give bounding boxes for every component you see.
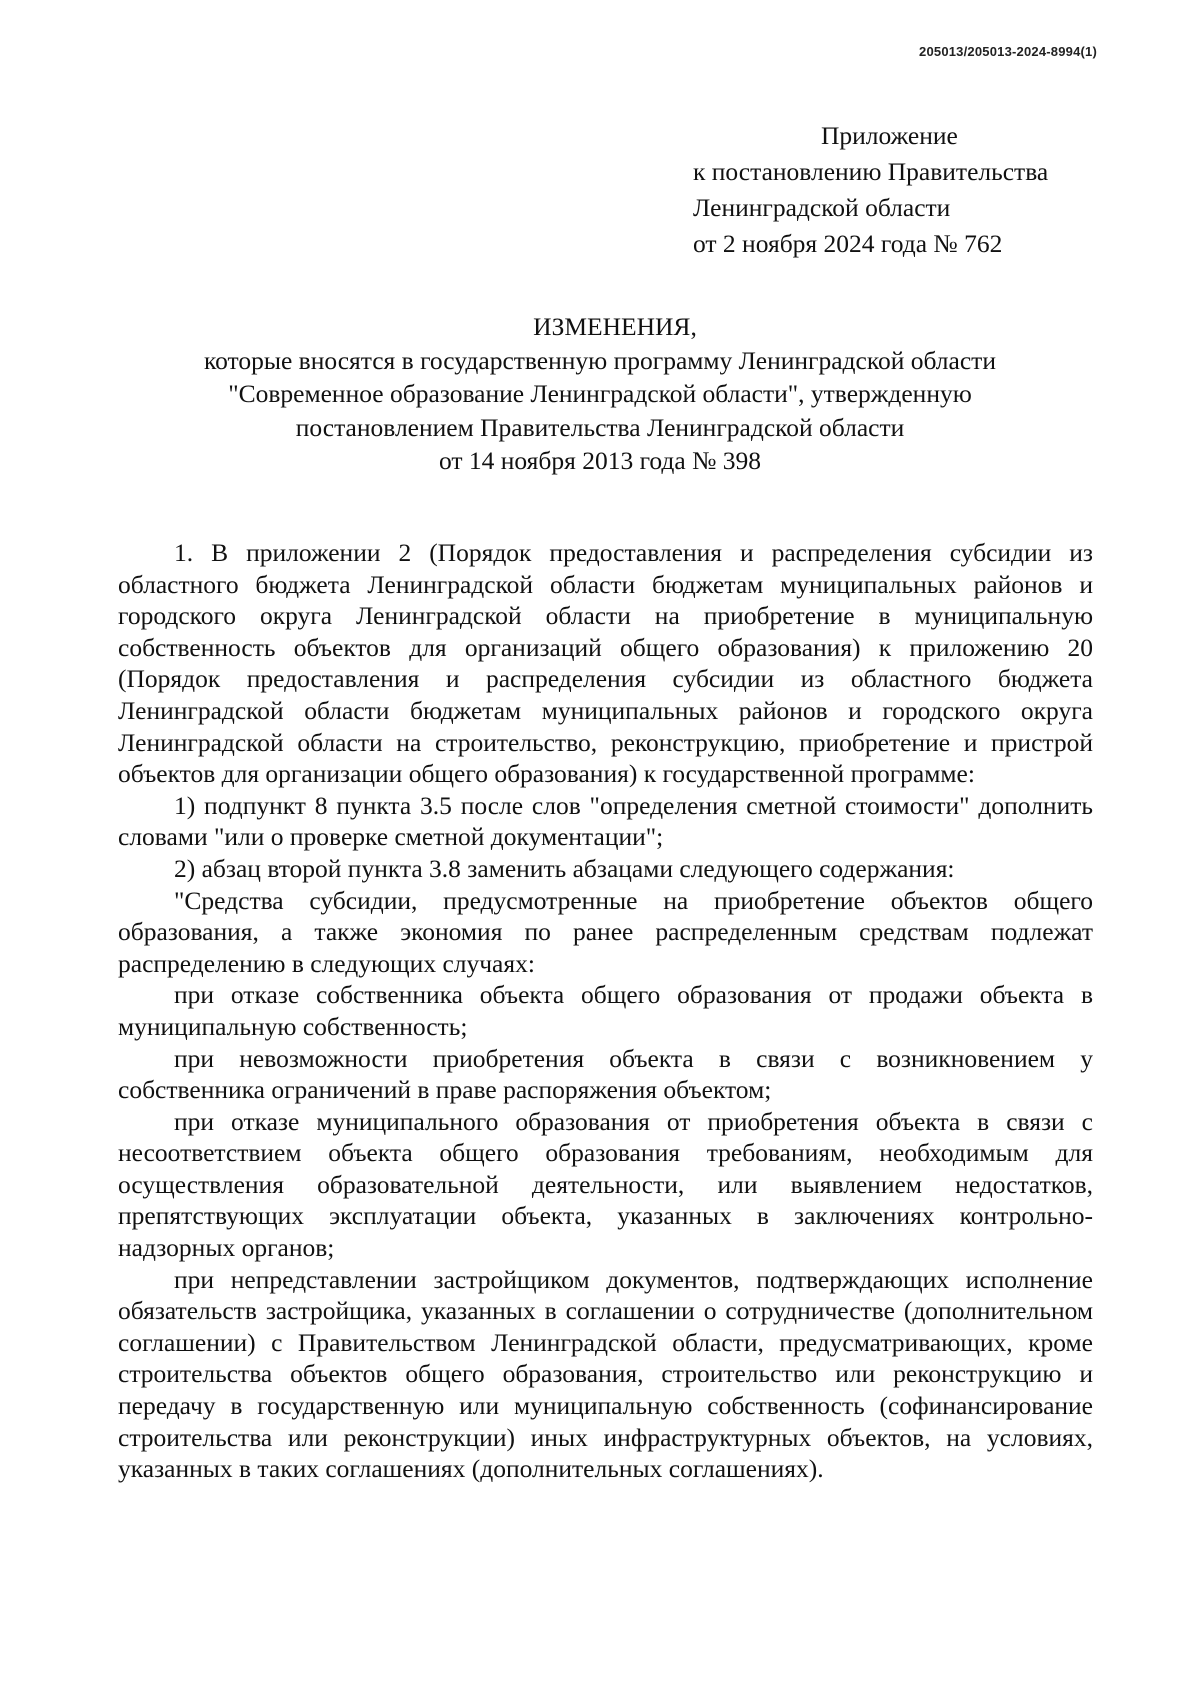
paragraph-quote-start: "Средства субсидии, предусмотренные на приобретение объектов общего образования, а также экономия по ранее распределенным средствам подлежат распределению в следующих случаях: [118,885,1093,978]
title-heading: ИЗМЕНЕНИЯ, [533,312,697,341]
appendix-label: Приложение [821,121,958,150]
paragraph-item-1: 1. В приложении 2 (Порядок предоставления и распределения субсидии из областного бюджета Ленинградской области бюджетам муниципальных районов и городского округа Ленинградской области на приобретение в муниципальную собственность объектов для организаций общего образования) к приложению 20 (Порядок предоставления и распределения субсидии из областного бюджета Ленинградской области бюджетам муниципальных районов и городского округа Ленинградской области на строительство, реконструкцию, приобретение и пристрой объектов для организации общего образования) к государственной программе: [118,538,1093,789]
title-line-4: от 14 ноября 2013 года № 398 [438,446,762,475]
paragraph-case-3: при отказе муниципального образования от приобретения объекта в связи с несоответствием объекта общего образования требованиям, необходимым для осуществления образовательной деятельности, или выявлением недостатков, препятствующих эксплуатации объекта, указанных в заключениях контрольно-надзорных органов; [118,1106,1093,1263]
appendix-date-line: от 2 ноября 2024 года № 762 [693,229,1003,258]
appendix-region-line: Ленинградской области [693,193,951,222]
paragraph-subitem-1: 1) подпункт 8 пункта 3.5 после слов "определения сметной стоимости" дополнить словами "или о проверке сметной документации"; [118,790,1093,852]
paragraph-case-2: при невозможности приобретения объекта в связи с возникновением у собственника ограничений в праве распоряжения объектом; [118,1043,1093,1105]
document-id: 205013/205013-2024-8994(1) [919,44,1097,59]
appendix-resolution-line: к постановлению Правительства [693,157,1049,186]
paragraph-subitem-2: 2) абзац второй пункта 3.8 заменить абзацами следующего содержания: [174,853,955,883]
appendix-block [693,118,1048,262]
document-body [118,537,1093,1485]
paragraph-case-1: при отказе собственника объекта общего образования от продажи объекта в муниципальную собственность; [118,980,1093,1041]
title-line-1: которые вносятся в государственную программу Ленинградской области [204,345,996,375]
paragraph-case-4: при непредставлении застройщиком документов, подтверждающих исполнение обязательств застройщика, указанных в соглашении о сотрудничестве (дополнительном соглашении) с Правительством Ленинградской области, предусматривающих, кроме строительства объектов общего образования, строительство или реконструкцию и передачу в государственную или муниципальную собственность (софинансирование строительства или реконструкции) иных инфраструктурных объектов, на условиях, указанных в таких соглашениях (дополнительных соглашениях). [118,1264,1093,1484]
title-line-3: постановлением Правительства Ленинградской области [295,412,905,442]
title-line-2: "Современное образование Ленинградской области", утвержденную [228,379,972,408]
document-title [110,310,1090,478]
